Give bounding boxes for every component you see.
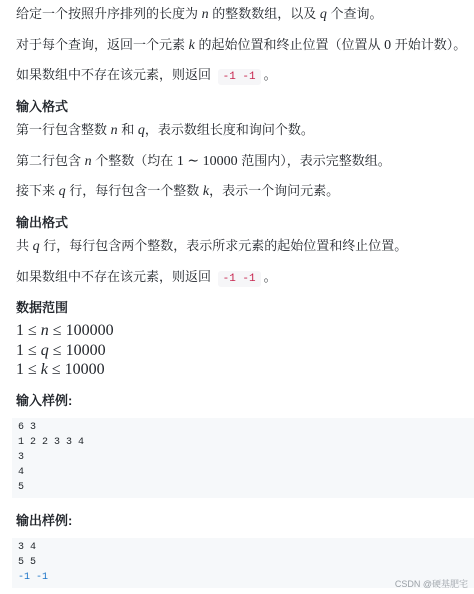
math-var-q: q [58,184,66,199]
input-format-line-1 [16,121,314,140]
text: 范围内），表示完整数组。 [237,153,391,168]
code-line: -1 -1 [18,572,49,583]
sample-input-codeblock[interactable] [12,418,474,498]
range-n [16,321,114,341]
math-var-k: k [188,38,195,53]
text: 共 [16,238,33,253]
math-zero: 0 [384,38,392,53]
math-var-k: k [202,184,210,199]
code-line: 1 2 2 3 3 4 [18,437,85,448]
code-line: 3 [18,452,25,463]
text: 。 [263,269,277,284]
csdn-watermark: CSDN @硬基肥宅 [394,579,468,589]
code-line: 5 5 [18,557,37,568]
text: 和 [117,122,138,137]
intro-text: 给定一个按照升序排列的长度为 [16,6,202,21]
math-var-n: n [110,123,118,138]
code-line: 3 4 [18,542,37,553]
output-format-heading: 输出格式 [16,215,69,230]
code-line: 4 [18,467,25,478]
intro-text: 的整数数组，以及 [208,6,320,21]
sample-output-heading: 输出样例: [16,513,73,528]
intro-line-3 [16,66,277,85]
range-k [16,360,105,380]
input-format-heading: 输入格式 [16,99,69,114]
math-var-q: q [319,7,327,22]
math-var-n: n [84,154,92,169]
math-var-q: q [32,239,40,254]
code-line: 5 [18,482,25,493]
text: 行，每行包含一个整数 [65,183,203,198]
sample-input-heading: 输入样例: [16,393,73,408]
inline-code: -1 -1 [218,69,261,85]
intro-text: 。 [263,67,277,82]
output-format-line-2 [16,268,277,287]
text: 行，每行包含两个整数，表示所求元素的起始位置和终止位置。 [39,238,408,253]
code-line: 6 3 [18,422,37,433]
text: 个整数（均在 [91,153,177,168]
text: 如果数组中不存在该元素，则返回 [16,269,215,284]
intro-text: 个查询。 [326,6,383,21]
range-text: 1 ≤ [16,361,41,378]
intro-text: 对于每个查询，返回一个元素 [16,37,189,52]
math-var-q: q [137,123,145,138]
text: 第二行包含 [16,153,85,168]
math-var-n: n [40,322,49,339]
intro-text: 开始计数）。 [391,37,467,52]
input-format-line-2 [16,152,391,171]
text: 接下来 [16,183,59,198]
intro-text: 如果数组中不存在该元素，则返回 [16,67,215,82]
range-text: ≤ 10000 [48,342,106,359]
math-var-k: k [40,361,48,378]
range-text: ≤ 100000 [48,322,114,339]
intro-text: 的起始位置和终止位置（位置从 [194,37,385,52]
intro-line-1 [16,5,382,24]
intro-line-2 [16,36,466,55]
math-var-q: q [40,342,49,359]
range-q [16,341,106,361]
data-range-heading: 数据范围 [16,300,69,315]
output-format-line-1 [16,237,407,256]
math-var-n: n [201,7,209,22]
text: ，表示一个询问元素。 [209,183,340,198]
text: ，表示数组长度和询问个数。 [144,122,314,137]
inline-code: -1 -1 [218,271,261,287]
range-text: ≤ 10000 [47,361,105,378]
input-format-line-3 [16,182,339,201]
text: 第一行包含整数 [16,122,111,137]
range-text: 1 ≤ [16,342,41,359]
range-text: 1 ≤ [16,322,41,339]
math-range: 1 ∼ 10000 [176,154,238,169]
